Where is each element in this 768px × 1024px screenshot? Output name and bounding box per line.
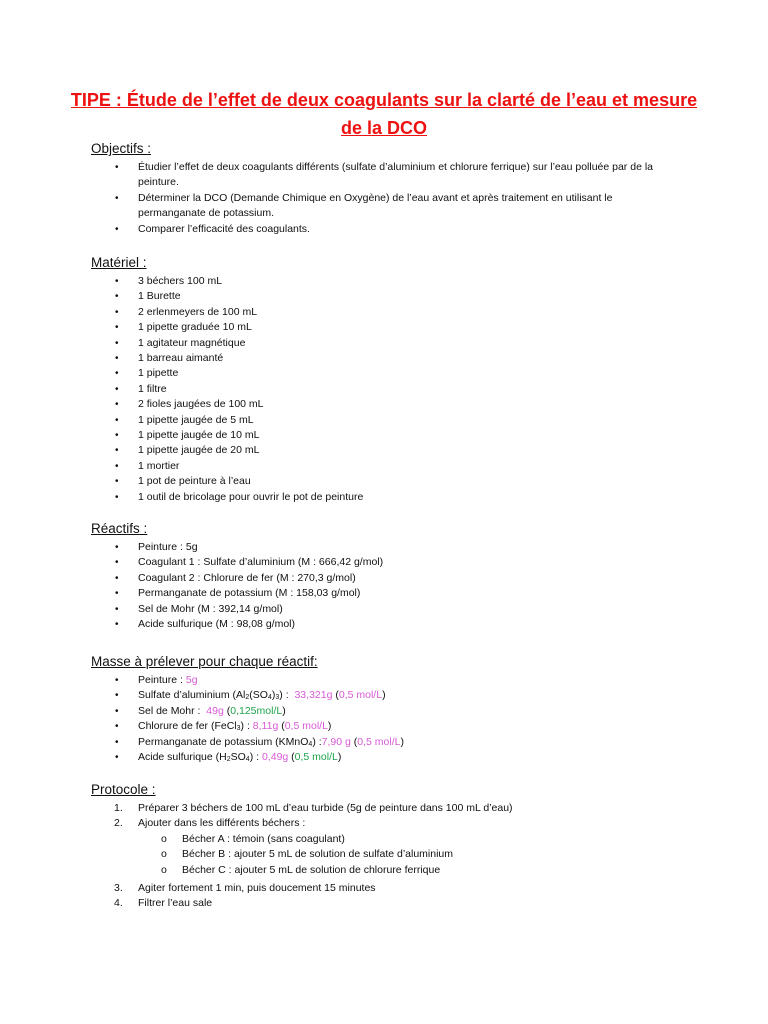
heading-reactifs: Réactifs : bbox=[91, 521, 148, 536]
protocol-substep: o Bécher C : ajouter 5 mL de solution de chlorure ferrique bbox=[161, 863, 441, 876]
heading-materiel: Matériel : bbox=[91, 255, 147, 270]
list-item: • 2 fioles jaugées de 100 mL bbox=[115, 398, 264, 411]
list-item: • 1 barreau aimanté bbox=[115, 352, 224, 365]
mass-value: 49g bbox=[206, 704, 224, 717]
list-item: • 1 outil de bricolage pour ouvrir le pot de peinture bbox=[115, 490, 364, 503]
list-item: • Chlorure de fer (FeCl$_3$) : 8,11g (0,5 mol/L) bbox=[115, 720, 332, 733]
list-item: • Permanganate de potassium (M : 158,03 g/mol) bbox=[115, 587, 361, 600]
concentration-value: 0,5 mol/L bbox=[294, 751, 338, 764]
list-item: • 1 filtre bbox=[115, 382, 167, 395]
list-item: • Peinture : 5g bbox=[115, 541, 198, 553]
list-protocole-continued bbox=[91, 881, 376, 912]
list-item: • 1 pipette jaugée de 5 mL bbox=[115, 413, 254, 426]
list-protocole-substeps bbox=[133, 832, 453, 878]
list-item: • Sulfate d’aluminium $(Al_2(SO_4)_3)$ : 33,321g (0,5 mol/L) bbox=[115, 689, 386, 702]
heading-protocole: Protocole : bbox=[91, 782, 156, 797]
list-item: • 1 pipette jaugée de 10 mL bbox=[115, 429, 260, 442]
list-protocole bbox=[91, 801, 513, 832]
list-item: • Permanganate de potassium (KMnO$_4$) :7,90 g (0,5 mol/L) bbox=[115, 735, 404, 748]
list-item: • 1 pipette bbox=[115, 367, 179, 380]
list-masse bbox=[91, 673, 404, 765]
list-item: • 2 erlenmeyers de 100 mL bbox=[115, 305, 258, 318]
list-item: • 3 béchers 100 mL bbox=[115, 275, 223, 287]
list-objectifs bbox=[91, 160, 668, 237]
list-item: • 1 pipette jaugée de 20 mL bbox=[115, 444, 260, 457]
list-item: • Déterminer la DCO (Demande Chimique en Oxygène) de l’eau avant et après traitement en utilisant le permanganate de potassium. bbox=[115, 191, 613, 220]
concentration-value: 0,5 mol/L bbox=[357, 735, 401, 748]
list-item: • 1 pipette graduée 10 mL bbox=[115, 321, 252, 334]
list-item: • 1 pot de peinture à l’eau bbox=[115, 475, 251, 488]
list-reactifs bbox=[91, 540, 383, 632]
concentration-value: 0,5 mol/L bbox=[338, 689, 383, 702]
list-item: • Comparer l’efficacité des coagulants. bbox=[115, 222, 310, 235]
mass-value: 0,49g bbox=[261, 751, 289, 764]
document-title: TIPE : Étude de l’effet de deux coagulants sur la clarté de l’eau et mesure de la DCO bbox=[70, 90, 698, 138]
concentration-value: 0,125mol/L bbox=[230, 704, 283, 717]
list-item: • Coagulant 2 : Chlorure de fer (M : 270,3 g/mol) bbox=[115, 571, 356, 584]
list-item: • 1 mortier bbox=[115, 459, 180, 472]
protocol-step: 2. Ajouter dans les différents béchers : bbox=[114, 817, 306, 830]
list-item: • Sel de Mohr : 49g (0,125mol/L) bbox=[115, 704, 286, 717]
list-item: • Sel de Mohr (M : 392,14 g/mol) bbox=[115, 602, 283, 615]
mass-value: 8,11g bbox=[252, 720, 279, 733]
list-item: • Acide sulfurique (M : 98,08 g/mol) bbox=[115, 618, 295, 631]
list-item: • 1 agitateur magnétique bbox=[115, 336, 246, 349]
list-item: • Peinture : 5g bbox=[115, 674, 198, 686]
protocol-substep: o Bécher B : ajouter 5 mL de solution de sulfate d’aluminium bbox=[161, 848, 454, 861]
mass-value: 33,321g bbox=[294, 689, 333, 702]
protocol-substep: o Bécher A : témoin (sans coagulant) bbox=[161, 833, 345, 845]
protocol-step: 4. Filtrer l’eau sale bbox=[114, 897, 213, 910]
list-item: • 1 Burette bbox=[115, 290, 181, 303]
heading-masse: Masse à prélever pour chaque réactif: bbox=[91, 654, 318, 669]
list-item: • Étudier l’effet de deux coagulants différents (sulfate d’aluminium et chlorure ferrique) sur l’eau polluée par de la peinture. bbox=[115, 161, 653, 189]
protocol-step: 3. Agiter fortement 1 min, puis doucement 15 minutes bbox=[114, 882, 376, 894]
heading-objectifs: Objectifs : bbox=[91, 141, 152, 156]
protocol-step: 1. Préparer 3 béchers de 100 mL d’eau turbide (5g de peinture dans 100 mL d’eau) bbox=[114, 802, 513, 814]
list-item: • Acide sulfurique $(H_2SO_4)$ : 0,49g (0,5 mol/L) bbox=[115, 751, 342, 764]
list-item: • Coagulant 1 : Sulfate d’aluminium (M : 666,42 g/mol) bbox=[115, 556, 384, 569]
mass-value: 5g bbox=[185, 674, 198, 686]
mass-value: 7,90 g bbox=[321, 735, 351, 748]
list-materiel bbox=[91, 274, 363, 505]
concentration-value: 0,5 mol/L bbox=[284, 720, 328, 733]
